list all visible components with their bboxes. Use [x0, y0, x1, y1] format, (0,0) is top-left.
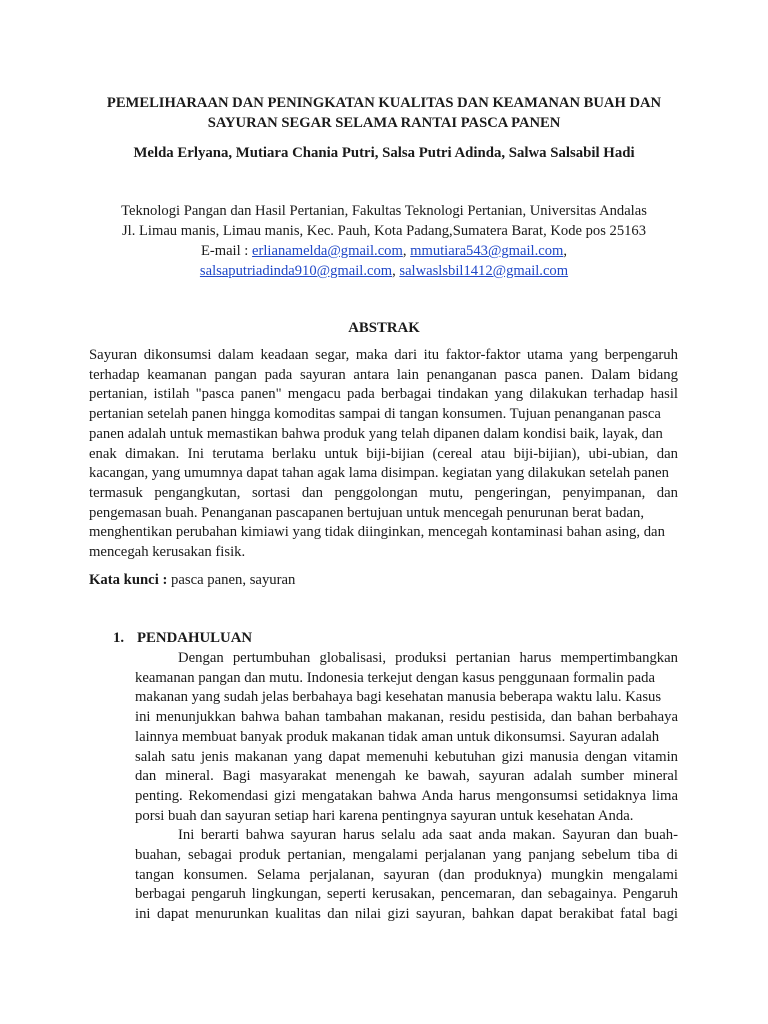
keywords-label: Kata kunci : — [89, 572, 172, 588]
abstract-line: enak dimakan. Ini terutama berlaku untuk biji-bijian (cereal atau biji-bijian), ubi-ubian, dan — [89, 445, 678, 462]
intro-line: Ini berarti bahwa sayuran harus selalu ada saat anda makan. Sayuran dan buah- — [178, 827, 678, 844]
abstract-line: panen adalah untuk memastikan bahwa produk yang telah dipanen dalam kondisi baik, layak, dan — [89, 425, 663, 442]
abstract-line: mencegah kerusakan fisik. — [89, 544, 246, 561]
intro-line: dan mineral. Bagi masyarakat menengah ke bawah, sayuran adalah sumber mineral — [135, 768, 678, 785]
abstract-line: pengemasan buah. Penanganan pascapanen bertujuan untuk mencegah penurunan berat badan, — [89, 504, 645, 521]
affiliation-line-1: Teknologi Pangan dan Hasil Pertanian, Fakultas Teknologi Pertanian, Universitas Andalas — [121, 203, 647, 219]
abstract-line: kacangan, yang umumnya dapat tahan agak lama disimpan. kegiatan yang dilakukan setelah panen — [89, 465, 669, 482]
intro-line: tangan konsumen. Selama perjalanan, sayuran (dan produknya) mungkin mengalami — [135, 866, 678, 883]
intro-line: porsi buah dan sayuran setiap hari karena pentingnya sayuran untuk kesehatan Anda. — [135, 807, 634, 824]
section-title: PENDAHULUAN — [137, 630, 253, 646]
paper-title — [60, 93, 708, 133]
affiliation-line-2: Jl. Limau manis, Limau manis, Kec. Pauh, Kota Padang,Sumatera Barat, Kode pos 25163 — [121, 223, 647, 239]
title-line-2: SAYURAN SEGAR SELAMA RANTAI PASCA PANEN — [207, 115, 561, 131]
intro-line: Dengan pertumbuhan globalisasi, produksi pertanian harus mempertimbangkan — [178, 650, 678, 666]
abstract-line: Sayuran dikonsumsi dalam keadaan segar, maka dari itu faktor-faktor utama yang berpengaruh — [89, 347, 678, 363]
email-link-2[interactable]: mmutiara543@gmail.com — [410, 243, 564, 259]
intro-line: ini menunjukkan bahwa bahan tambahan makanan, residu pestisida, dan bahan berbahaya — [135, 709, 678, 726]
email-link-3[interactable]: salsaputriadinda910@gmail.com — [199, 263, 393, 279]
abstract-body — [89, 346, 678, 563]
title-line-1: PEMELIHARAAN DAN PENINGKATAN KUALITAS DAN KEAMANAN BUAH DAN — [106, 95, 662, 111]
abstract-line: terhadap keamanan pangan pada sayuran antara lain penanganan pasca panen. Dalam bidang — [89, 366, 678, 383]
abstract-line: pertanian, istilah "pasca panen" mengacu pada berbagai tindakan yang dilakukan terhadap hasil — [89, 386, 678, 403]
abstract-line: pertanian setelah panen hingga komoditas sampai di tangan konsumen. Tujuan penanganan pasca — [89, 406, 661, 423]
email-link-1[interactable]: erlianamelda@gmail.com — [252, 243, 403, 259]
intro-line: lainnya membuat banyak produk makanan tidak aman untuk dikonsumsi. Sayuran adalah — [135, 728, 660, 745]
section-number: 1. — [113, 630, 125, 646]
intro-line: keamanan pangan dan mutu. Indonesia terkejut dengan kasus penggunaan formalin pada — [135, 669, 656, 686]
abstract-line: termasuk pengangkutan, sortasi dan penggolongan mutu, pengeringan, penyimpanan, dan — [89, 484, 678, 501]
keywords-line — [89, 570, 678, 590]
author-list: Melda Erlyana, Mutiara Chania Putri, Salsa Putri Adinda, Salwa Salsabil Hadi — [133, 145, 635, 161]
affiliation — [60, 201, 708, 281]
intro-line: salah satu jenis makanan yang dapat memenuhi kebutuhan gizi manusia dengan vitamin — [135, 748, 678, 765]
intro-line: penting. Rekomendasi gizi mengatakan bahwa Anda harus mengonsumsi setidaknya lima — [135, 787, 678, 804]
intro-line: ini dapat menurunkan kualitas dan nilai gizi sayuran, bahkan dapat berakibat fatal bagi — [135, 906, 678, 923]
keywords-value: pasca panen, sayuran — [171, 572, 296, 588]
abstract-line: menghentikan perubahan kimiawi yang tidak diinginkan, mencegah kontaminasi bahan asing, dan — [89, 524, 665, 541]
intro-line: buahan, sebagai produk pertanian, mengalami perjalanan yang panjang sebelum tiba di — [135, 847, 678, 864]
email-line-1: E-mail : erlianamelda@gmail.com, mmutiara543@gmail.com, — [200, 243, 568, 259]
email-line-2: salsaputriadinda910@gmail.com, salwaslsbil1412@gmail.com — [199, 263, 569, 279]
introduction-body — [135, 649, 678, 925]
abstract-heading: ABSTRAK — [348, 320, 420, 336]
email-link-4[interactable]: salwaslsbil1412@gmail.com — [399, 263, 569, 279]
email-label: E-mail : — [200, 243, 253, 259]
intro-line: makanan yang sudah jelas berbahaya bagi kesehatan manusia beberapa waktu lalu. Kasus — [135, 689, 662, 706]
section-heading — [113, 628, 413, 648]
intro-line: berbagai pengaruh lingkungan, seperti kerusakan, pencemaran, dan sebagainya. Pengaruh — [135, 886, 678, 903]
